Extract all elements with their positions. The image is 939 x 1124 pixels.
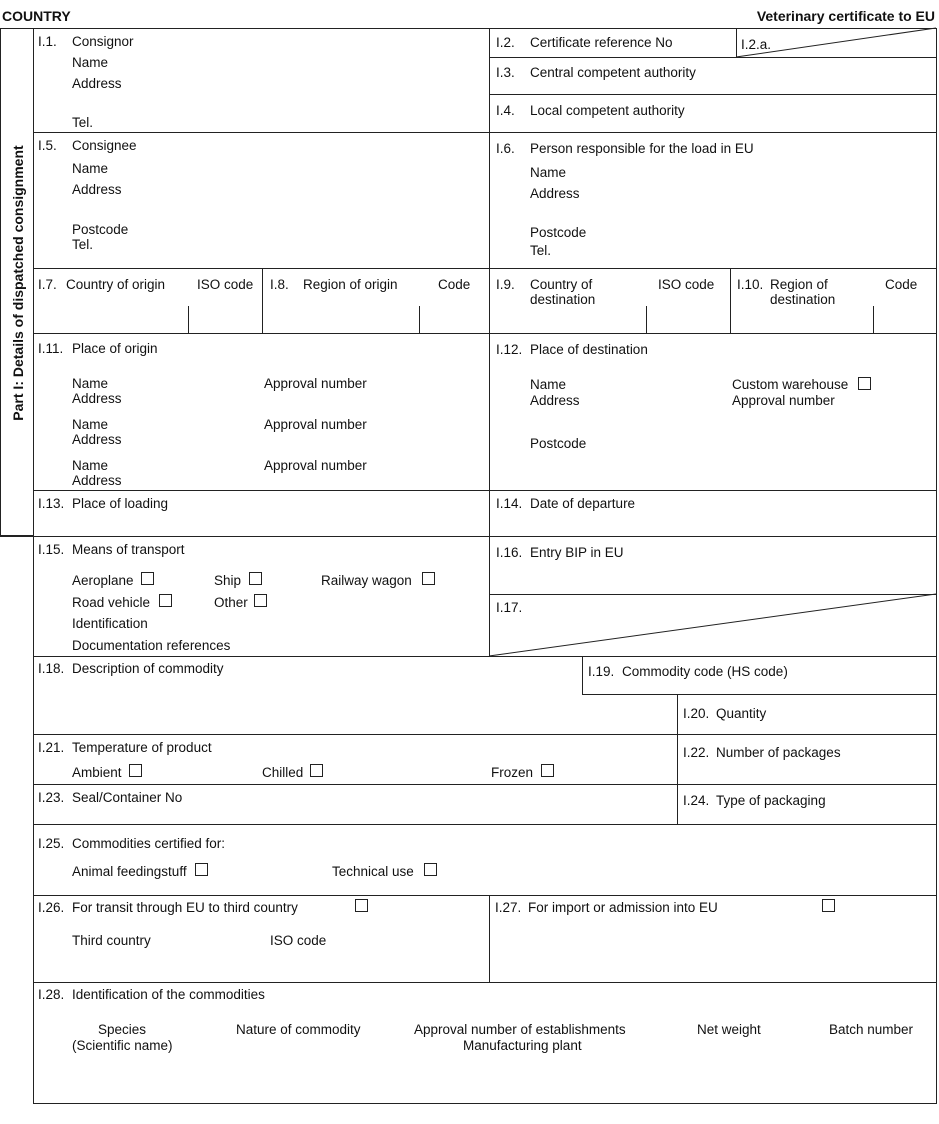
box-number: I.11. [38, 341, 64, 356]
box-number: I.26. [38, 900, 65, 915]
box-number: I.1. [38, 34, 57, 49]
custom-warehouse-label: Custom warehouse [732, 377, 849, 392]
scientific-name-column-header: (Scientific name) [72, 1038, 173, 1053]
ambient-checkbox[interactable] [129, 764, 142, 777]
box-number: I.18. [38, 661, 65, 676]
entry-bip-label: Entry BIP in EU [530, 545, 624, 560]
central-authority-label: Central competent authority [530, 65, 696, 80]
batch-number-column-header: Batch number [829, 1022, 914, 1037]
transit-label: For transit through EU to third country [72, 900, 298, 915]
iso-code-label: ISO code [197, 277, 254, 292]
ship-label: Ship [214, 573, 242, 588]
number-of-packages-label: Number of packages [716, 745, 841, 760]
box-number: I.14. [496, 496, 523, 511]
animal-feedingstuff-checkbox[interactable] [195, 863, 208, 876]
box-2a-label: I.2.a. [741, 37, 772, 52]
origin-approval-label: Approval number [264, 458, 367, 473]
technical-use-checkbox[interactable] [424, 863, 437, 876]
consignor-address-label: Address [72, 76, 122, 91]
place-of-origin-label: Place of origin [72, 341, 158, 356]
frozen-checkbox[interactable] [541, 764, 554, 777]
person-name-label: Name [530, 165, 567, 180]
person-address-label: Address [530, 186, 580, 201]
identification-commodities-label: Identification of the commodities [72, 987, 265, 1002]
box-number: I.25. [38, 836, 65, 851]
box-number: I.28. [38, 987, 65, 1002]
country-heading: COUNTRY [2, 8, 71, 24]
consignee-tel-label: Tel. [72, 237, 94, 252]
import-admission-label: For import or admission into EU [528, 900, 718, 915]
railway-wagon-checkbox[interactable] [422, 572, 435, 585]
origin-name-label: Name [72, 417, 109, 432]
animal-feedingstuff-label: Animal feedingstuff [72, 864, 187, 879]
consignee-postcode-label: Postcode [72, 222, 129, 237]
origin-address-label: Address [72, 391, 122, 406]
box-number: I.4. [496, 103, 515, 118]
nature-column-header: Nature of commodity [236, 1022, 361, 1037]
documentation-references-label: Documentation references [72, 638, 231, 653]
destination-address-label: Address [530, 393, 580, 408]
railway-wagon-label: Railway wagon [321, 573, 412, 588]
box-number: I.12. [496, 342, 523, 357]
technical-use-label: Technical use [332, 864, 414, 879]
ambient-label: Ambient [72, 765, 122, 780]
manufacturing-plant-column-header: Manufacturing plant [463, 1038, 582, 1053]
temperature-label: Temperature of product [72, 740, 212, 755]
commodities-certified-label: Commodities certified for: [72, 836, 226, 851]
species-column-header: Species [98, 1022, 147, 1037]
approval-column-header: Approval number of establishments [414, 1022, 626, 1037]
place-of-loading-label: Place of loading [72, 496, 169, 511]
description-of-commodity-label: Description of commodity [72, 661, 224, 676]
box-number: I.27. [495, 900, 522, 915]
local-authority-label: Local competent authority [530, 103, 685, 118]
country-destination-label-2: destination [530, 292, 596, 307]
ship-checkbox[interactable] [249, 572, 262, 585]
part-one-label: Part I: Details of dispatched consignment [10, 145, 26, 421]
seal-container-label: Seal/Container No [72, 790, 183, 805]
origin-name-label: Name [72, 458, 109, 473]
iso-code-label: ISO code [658, 277, 715, 292]
net-weight-column-header: Net weight [697, 1022, 761, 1037]
region-of-origin-label: Region of origin [303, 277, 398, 292]
origin-approval-label: Approval number [264, 376, 367, 391]
code-label: Code [885, 277, 918, 292]
chilled-checkbox[interactable] [310, 764, 323, 777]
custom-warehouse-checkbox[interactable] [858, 377, 871, 390]
box-number: I.10. [737, 277, 764, 292]
box-number: I.8. [270, 277, 289, 292]
person-responsible-label: Person responsible for the load in EU [530, 141, 754, 156]
commodity-code-label: Commodity code (HS code) [622, 664, 788, 679]
certificate-title: Veterinary certificate to EU [756, 8, 935, 24]
destination-approval-label: Approval number [732, 393, 835, 408]
transit-checkbox[interactable] [355, 899, 368, 912]
destination-postcode-label: Postcode [530, 436, 587, 451]
box-number: I.15. [38, 542, 65, 557]
iso-code-label: ISO code [270, 933, 327, 948]
destination-name-label: Name [530, 377, 567, 392]
box-number: I.7. [38, 277, 57, 292]
third-country-label: Third country [72, 933, 151, 948]
box-number: I.13. [38, 496, 65, 511]
region-destination-label-2: destination [770, 292, 836, 307]
box-number: I.3. [496, 65, 515, 80]
means-of-transport-label: Means of transport [72, 542, 185, 557]
date-of-departure-label: Date of departure [530, 496, 636, 511]
box-number: I.6. [496, 141, 515, 156]
box-number: I.2. [496, 35, 515, 50]
road-vehicle-checkbox[interactable] [159, 594, 172, 607]
other-transport-checkbox[interactable] [254, 594, 267, 607]
import-admission-checkbox[interactable] [822, 899, 835, 912]
consignee-name-label: Name [72, 161, 109, 176]
box-number: I.21. [38, 740, 65, 755]
code-label: Code [438, 277, 471, 292]
identification-label: Identification [72, 616, 148, 631]
region-destination-label: Region of [770, 277, 828, 292]
origin-address-label: Address [72, 473, 122, 488]
box-17-label: I.17. [496, 600, 523, 615]
quantity-label: Quantity [716, 706, 767, 721]
box-number: I.9. [496, 277, 515, 292]
consignee-address-label: Address [72, 182, 122, 197]
box-number: I.22. [683, 745, 710, 760]
consignor-tel-label: Tel. [72, 115, 94, 130]
consignee-label: Consignee [72, 138, 137, 153]
country-destination-label: Country of [530, 277, 593, 292]
box-number: I.5. [38, 138, 57, 153]
country-of-origin-label: Country of origin [66, 277, 166, 292]
aeroplane-checkbox[interactable] [141, 572, 154, 585]
road-vehicle-label: Road vehicle [72, 595, 151, 610]
box-number: I.23. [38, 790, 65, 805]
box-number: I.24. [683, 793, 710, 808]
consignor-name-label: Name [72, 55, 109, 70]
place-of-destination-label: Place of destination [530, 342, 648, 357]
box-number: I.16. [496, 545, 523, 560]
box-number: I.19. [588, 664, 615, 679]
origin-address-label: Address [72, 432, 122, 447]
type-of-packaging-label: Type of packaging [716, 793, 826, 808]
frozen-label: Frozen [491, 765, 534, 780]
person-tel-label: Tel. [530, 243, 552, 258]
origin-approval-label: Approval number [264, 417, 367, 432]
person-postcode-label: Postcode [530, 225, 587, 240]
box-number: I.20. [683, 706, 710, 721]
other-transport-label: Other [214, 595, 248, 610]
aeroplane-label: Aeroplane [72, 573, 134, 588]
chilled-label: Chilled [262, 765, 304, 780]
origin-name-label: Name [72, 376, 109, 391]
consignor-label: Consignor [72, 34, 134, 49]
certificate-reference-label: Certificate reference No [530, 35, 673, 50]
